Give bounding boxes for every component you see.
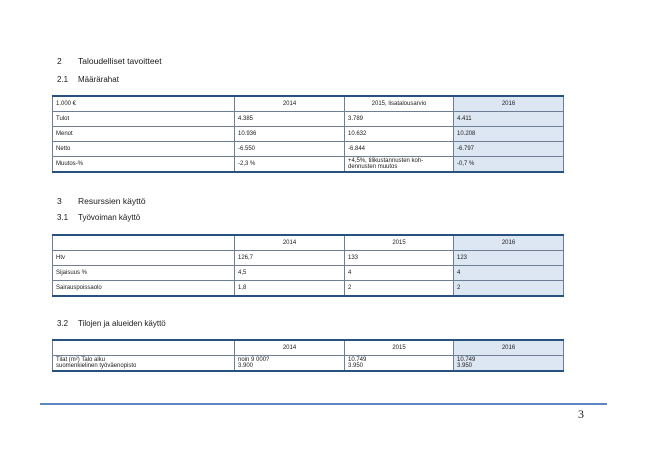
cell-line: 3.900 xyxy=(238,363,254,369)
header-cell: 1.000 € xyxy=(53,96,235,112)
table-cell: 10.208 xyxy=(454,127,564,142)
table-header-row xyxy=(53,235,564,251)
row-label xyxy=(53,356,235,372)
table-cell: 4.385 xyxy=(235,112,345,127)
header-cell xyxy=(53,340,235,356)
table-row xyxy=(53,251,564,266)
cell-line: 3.950 xyxy=(348,363,364,369)
table-cell: 123 xyxy=(454,251,564,266)
row-label: Menot xyxy=(53,127,235,142)
section-title: Taloudelliset tavoitteet xyxy=(78,56,162,66)
table-row xyxy=(53,266,564,281)
section-title: Määrärahat xyxy=(78,75,119,84)
header-cell: 2015 xyxy=(345,235,454,251)
table-cell xyxy=(345,356,454,372)
section-number: 2.1 xyxy=(57,75,69,84)
label-line: Tilat (m²) Talo alku xyxy=(56,356,106,363)
table-cell: 4 xyxy=(454,266,564,281)
table-cell xyxy=(235,356,345,372)
row-label: Muutos-% xyxy=(53,157,235,173)
table-cell: -6.550 xyxy=(235,142,345,157)
workforce-table xyxy=(52,234,564,297)
table-cell: 10.936 xyxy=(235,127,345,142)
section-number: 3.1 xyxy=(57,213,69,222)
appropriations-table xyxy=(52,95,564,173)
page-number: 3 xyxy=(578,407,584,421)
cell-line: 10.749 xyxy=(348,356,367,363)
header-cell: 2016 xyxy=(454,340,564,356)
table-cell: 3.789 xyxy=(345,112,454,127)
table-cell: -0,7 % xyxy=(454,157,564,173)
footer-divider xyxy=(40,403,607,405)
table-cell: 133 xyxy=(345,251,454,266)
header-cell: 2016 xyxy=(454,235,564,251)
cell-line: noin 9 000? xyxy=(238,356,270,363)
section-number: 3 xyxy=(57,196,62,206)
header-cell: 2015, lisatalousarvio xyxy=(345,96,454,112)
table-cell: +4,5%, tilikustannusten koh-dennusten muutos xyxy=(345,157,454,173)
table-cell: 4.411 xyxy=(454,112,564,127)
section-title: Työvoiman käyttö xyxy=(78,213,141,222)
table-cell: -2,3 % xyxy=(235,157,345,173)
table-header-row xyxy=(53,340,564,356)
table-cell xyxy=(454,356,564,372)
row-label: Sijaisuus % xyxy=(53,266,235,281)
table-row xyxy=(53,112,564,127)
table-cell: -6.844 xyxy=(345,142,454,157)
table-row xyxy=(53,281,564,297)
header-cell xyxy=(53,235,235,251)
cell-line: 3.950 xyxy=(457,363,473,369)
table-cell: 2 xyxy=(454,281,564,297)
table-cell: 2 xyxy=(345,281,454,297)
table-cell: 126,7 xyxy=(235,251,345,266)
table-row xyxy=(53,356,564,372)
table-row xyxy=(53,127,564,142)
table-cell: 1,8 xyxy=(235,281,345,297)
row-label: Htv xyxy=(53,251,235,266)
section-number: 2 xyxy=(57,56,62,66)
section-2-1-heading xyxy=(57,75,119,84)
label-line: suomenkielinen työväenopisto xyxy=(56,363,137,369)
section-3-heading xyxy=(57,196,146,206)
section-number: 3.2 xyxy=(57,319,69,328)
table-row xyxy=(53,157,564,173)
header-cell: 2014 xyxy=(235,340,345,356)
header-cell: 2016 xyxy=(454,96,564,112)
section-3-2-heading xyxy=(57,319,166,328)
table-cell: -6.797 xyxy=(454,142,564,157)
row-label: Sairauspoissaolo xyxy=(53,281,235,297)
table-cell: 4 xyxy=(345,266,454,281)
section-title: Tilojen ja alueiden käyttö xyxy=(78,319,166,328)
header-cell: 2014 xyxy=(235,235,345,251)
row-label: Tulot xyxy=(53,112,235,127)
row-label: Netto xyxy=(53,142,235,157)
cell-line: 10.749 xyxy=(457,356,476,363)
table-cell: 4,5 xyxy=(235,266,345,281)
header-cell: 2015 xyxy=(345,340,454,356)
section-3-1-heading xyxy=(57,213,140,222)
section-title: Resurssien käyttö xyxy=(78,196,146,206)
section-2-heading xyxy=(57,56,162,66)
table-cell: 10.632 xyxy=(345,127,454,142)
table-row xyxy=(53,142,564,157)
header-cell: 2014 xyxy=(235,96,345,112)
facilities-table xyxy=(52,339,564,372)
table-header-row xyxy=(53,96,564,112)
